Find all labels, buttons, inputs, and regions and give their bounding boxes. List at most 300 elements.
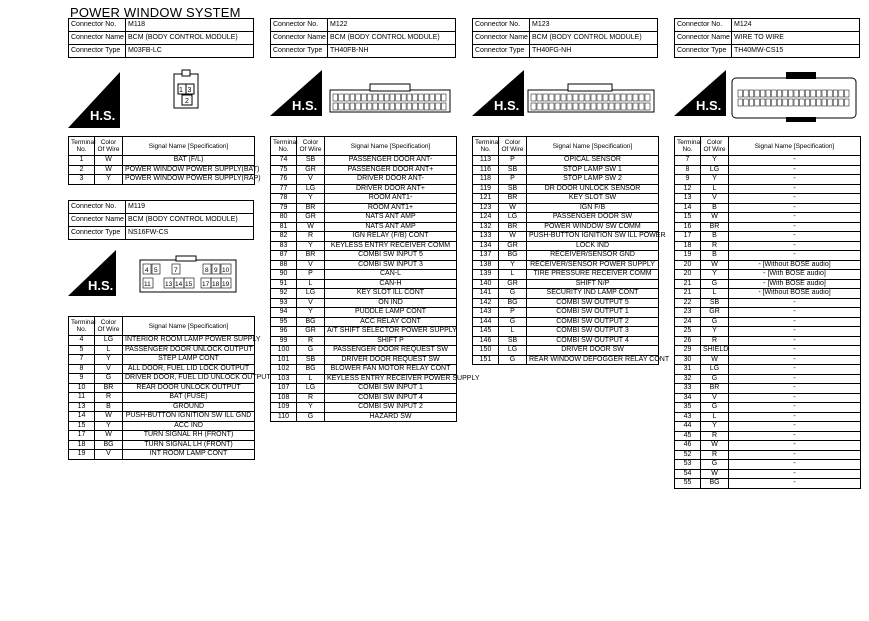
table-row (271, 355, 457, 365)
wire-color-cell: W (499, 203, 527, 213)
terminal-cell: 74 (271, 156, 297, 166)
signal-name-cell: IGN RELAY (F/B) CONT (325, 232, 457, 242)
wire-color-cell: V (95, 450, 123, 460)
wire-color-cell: R (701, 241, 729, 251)
terminal-cell: 103 (271, 374, 297, 384)
table-row (271, 393, 457, 403)
table-row (675, 184, 861, 194)
wire-color-cell: L (95, 345, 123, 355)
table-header (69, 317, 255, 336)
terminal-cell: 21 (675, 279, 701, 289)
terminal-table-m119 (68, 316, 271, 460)
wire-color-cell: R (701, 450, 729, 460)
terminal-cell: 18 (675, 241, 701, 251)
table-row (675, 374, 861, 384)
wire-color-cell: B (701, 203, 729, 213)
table-row (473, 165, 659, 175)
wire-color-cell: V (701, 393, 729, 403)
table-row (271, 270, 457, 280)
wire-color-cell: G (297, 346, 325, 356)
wire-color-cell: LG (297, 289, 325, 299)
signal-name-cell: RECEIVER/SENSOR POWER SUPPLY (527, 260, 659, 270)
wire-color-cell: B (95, 402, 123, 412)
terminal-cell: 8 (675, 165, 701, 175)
table-row (271, 298, 457, 308)
signal-name-cell: COMBI SW INPUT 3 (325, 260, 457, 270)
table-row (675, 336, 861, 346)
terminal-cell: 32 (675, 374, 701, 384)
wire-color-cell: G (499, 289, 527, 299)
wire-color-cell: W (95, 412, 123, 422)
wire-color-cell: R (95, 393, 123, 403)
terminal-cell: 10 (69, 383, 95, 393)
connector-no: M124 (732, 19, 860, 32)
signal-name-cell: ROOM ANT1- (325, 194, 457, 204)
table-row (473, 184, 659, 194)
signal-name-cell: - (729, 374, 861, 384)
terminal-cell: 140 (473, 279, 499, 289)
table-row (675, 279, 861, 289)
signal-name-cell: COMBI SW OUTPUT 4 (527, 336, 659, 346)
signal-name-cell: PUDDLE LAMP CONT (325, 308, 457, 318)
table-row (271, 374, 457, 384)
signal-name-cell: - (729, 384, 861, 394)
wire-color-cell: V (297, 260, 325, 270)
table-row (473, 327, 659, 337)
table-row (271, 184, 457, 194)
wire-color-cell: Y (297, 241, 325, 251)
signal-name-cell: ACC IND (123, 421, 255, 431)
table-row (675, 203, 861, 213)
wire-color-cell: BR (297, 251, 325, 261)
terminal-cell: 43 (675, 412, 701, 422)
wire-color-cell: Y (297, 308, 325, 318)
table-row (271, 308, 457, 318)
signal-name-cell: PASSENGER DOOR ANT+ (325, 165, 457, 175)
wire-color-header: Color Of Wire (499, 137, 527, 156)
terminal-cell: 78 (271, 194, 297, 204)
terminal-cell: 14 (69, 412, 95, 422)
wire-color-header: Color Of Wire (95, 137, 123, 156)
signal-name-cell: COMBI SW OUTPUT 5 (527, 298, 659, 308)
signal-name-cell: - (729, 184, 861, 194)
table-row (473, 156, 659, 166)
wire-color-header: Color Of Wire (297, 137, 325, 156)
signal-name-cell: GROUND (123, 402, 255, 412)
wire-color-cell: L (701, 412, 729, 422)
wire-color-cell: BG (701, 479, 729, 489)
wire-color-cell: BG (297, 365, 325, 375)
signal-name-cell: - [With BOSE audio] (729, 279, 861, 289)
signal-name-cell: INT ROOM LAMP CONT (123, 450, 255, 460)
table-row (271, 175, 457, 185)
signal-name-cell: STOP LAMP SW 1 (527, 165, 659, 175)
terminal-cell: 29 (675, 346, 701, 356)
terminal-cell: 54 (675, 469, 701, 479)
signal-name-cell: BLOWER FAN MOTOR RELAY CONT (325, 365, 457, 375)
wire-color-cell: SB (499, 184, 527, 194)
wire-color-cell: Y (701, 175, 729, 185)
table-row (69, 165, 255, 175)
terminal-cell: 18 (69, 440, 95, 450)
terminal-cell: 91 (271, 279, 297, 289)
connector-info-m122: Connector No. M122 Connector Name BCM (BODY CONTROL MODULE) Connector Type TH40FB-NH (270, 18, 456, 58)
signal-name-cell: PUSH-BUTTON IGNITION SW ILL POWER (527, 232, 659, 242)
hs-connector-icon-m123 (472, 68, 658, 128)
terminal-cell: 90 (271, 270, 297, 280)
table-row (675, 232, 861, 242)
signal-name-cell: COMBI SW INPUT 1 (325, 384, 457, 394)
svg-text:15: 15 (185, 281, 193, 288)
terminal-cell: 30 (675, 355, 701, 365)
terminal-cell: 139 (473, 270, 499, 280)
signal-name-cell: - (729, 251, 861, 261)
signal-name-cell: KEY SLOT ILL CONT (325, 289, 457, 299)
table-row (473, 175, 659, 185)
table-row (675, 298, 861, 308)
signal-name-cell: - [With BOSE audio] (729, 270, 861, 280)
table-row (271, 203, 457, 213)
wire-color-cell: BR (701, 222, 729, 232)
table-row (69, 374, 255, 384)
signal-name-header: Signal Name [Specification] (527, 137, 659, 156)
table-row (675, 403, 861, 413)
hs-connector-icon-m122 (270, 68, 456, 128)
wire-color-cell: B (701, 232, 729, 242)
table-row (675, 308, 861, 318)
terminal-cell: 34 (675, 393, 701, 403)
signal-name-cell: - (729, 317, 861, 327)
signal-name-cell: ROOM ANT1+ (325, 203, 457, 213)
signal-name-cell: - (729, 393, 861, 403)
signal-name-cell: - (729, 308, 861, 318)
terminal-cell: 83 (271, 241, 297, 251)
terminal-cell: 19 (675, 251, 701, 261)
wire-color-cell: P (499, 308, 527, 318)
table-row (271, 241, 457, 251)
svg-text:7: 7 (174, 267, 178, 274)
table-row (271, 165, 457, 175)
signal-name-cell: COMBI SW OUTPUT 2 (527, 317, 659, 327)
table-row (675, 327, 861, 337)
terminal-cell: 20 (675, 270, 701, 280)
wire-color-cell: W (95, 156, 123, 166)
connector-type: TH40MW-CS15 (732, 45, 860, 58)
wire-color-cell: R (701, 431, 729, 441)
signal-name-cell: PUSH-BUTTON IGNITION SW ILL GND (123, 412, 255, 422)
signal-name-cell: ALL DOOR, FUEL LID LOCK OUTPUT (123, 364, 255, 374)
terminal-cell: 33 (675, 384, 701, 394)
hs-connector-icon-m118 (68, 68, 208, 128)
connector-type: M03FB-LC (126, 45, 254, 58)
terminal-cell: 31 (675, 365, 701, 375)
table-row (69, 175, 255, 185)
terminal-cell: 99 (271, 336, 297, 346)
terminal-cell: 134 (473, 241, 499, 251)
connector-no: M118 (126, 19, 254, 32)
wire-color-cell: P (499, 175, 527, 185)
wire-color-cell: GR (499, 241, 527, 251)
signal-name-cell: DRIVER DOOR SW (527, 346, 659, 356)
table-row (473, 355, 659, 365)
terminal-cell: 113 (473, 156, 499, 166)
table-row (675, 422, 861, 432)
terminal-cell: 19 (69, 450, 95, 460)
signal-name-cell: ON IND (325, 298, 457, 308)
table-header (69, 137, 255, 156)
table-row (69, 402, 255, 412)
signal-name-cell: INTERIOR ROOM LAMP POWER SUPPLY (123, 336, 255, 346)
terminal-cell: 9 (675, 175, 701, 185)
terminal-cell: 13 (69, 402, 95, 412)
wire-color-cell: W (701, 441, 729, 451)
wire-color-cell: B (701, 251, 729, 261)
wire-color-cell: L (499, 327, 527, 337)
terminal-cell: 92 (271, 289, 297, 299)
terminal-cell: 95 (271, 317, 297, 327)
terminal-cell: 53 (675, 460, 701, 470)
connector-info-m119: Connector No. M119 Connector Name BCM (BODY CONTROL MODULE) Connector Type NS16FW-CS (68, 200, 254, 240)
signal-name-cell: - (729, 450, 861, 460)
signal-name-header: Signal Name [Specification] (325, 137, 457, 156)
terminal-cell: 108 (271, 393, 297, 403)
terminal-cell: 137 (473, 251, 499, 261)
table-row (675, 441, 861, 451)
wire-color-cell: BR (297, 203, 325, 213)
terminal-cell: 5 (69, 345, 95, 355)
table-row (675, 289, 861, 299)
signal-name-cell: REAR WINDOW DEFOGGER RELAY CONT (527, 355, 659, 365)
terminal-cell: 15 (675, 213, 701, 223)
table-row (271, 222, 457, 232)
terminal-cell: 151 (473, 355, 499, 365)
table-row (675, 450, 861, 460)
terminal-cell: 77 (271, 184, 297, 194)
terminal-cell: 82 (271, 232, 297, 242)
table-row (69, 355, 255, 365)
wire-color-cell: GR (499, 279, 527, 289)
terminal-cell: 15 (69, 421, 95, 431)
wire-color-cell: SHIELD (701, 346, 729, 356)
wire-color-cell: Y (95, 355, 123, 365)
signal-name-cell: PASSENGER DOOR UNLOCK OUTPUT (123, 345, 255, 355)
wire-color-cell: G (701, 279, 729, 289)
signal-name-cell: COMBI SW INPUT 4 (325, 393, 457, 403)
table-row (69, 421, 255, 431)
terminal-no-header: Terminal No. (473, 137, 499, 156)
wire-color-cell: Y (701, 422, 729, 432)
page-title: POWER WINDOW SYSTEM (70, 5, 241, 20)
signal-name-cell: - (729, 156, 861, 166)
wire-color-cell: SB (297, 156, 325, 166)
terminal-cell: 143 (473, 308, 499, 318)
terminal-cell: 3 (69, 175, 95, 185)
svg-text:11: 11 (144, 281, 151, 288)
table-row (473, 232, 659, 242)
svg-text:10: 10 (222, 267, 230, 274)
svg-text:H.S.: H.S. (88, 278, 114, 293)
wire-color-cell: Y (297, 194, 325, 204)
wire-color-cell: V (297, 175, 325, 185)
signal-name-cell: - (729, 203, 861, 213)
table-row (675, 251, 861, 261)
signal-name-cell: - (729, 175, 861, 185)
signal-name-cell: STEP LAMP CONT (123, 355, 255, 365)
signal-name-cell: POWER WINDOW SW COMM (527, 222, 659, 232)
signal-name-cell: COMBI SW OUTPUT 3 (527, 327, 659, 337)
table-row (675, 213, 861, 223)
signal-name-cell: COMBI SW INPUT 2 (325, 403, 457, 413)
signal-name-cell: - (729, 194, 861, 204)
wire-color-cell: Y (701, 327, 729, 337)
table-row (271, 403, 457, 413)
table-row (473, 270, 659, 280)
table-row (69, 431, 255, 441)
terminal-cell: 22 (675, 298, 701, 308)
terminal-cell: 138 (473, 260, 499, 270)
signal-name-cell: DRIVER DOOR REQUEST SW (325, 355, 457, 365)
wire-color-cell: G (701, 374, 729, 384)
terminal-no-header: Terminal No. (69, 317, 95, 336)
terminal-cell: 13 (675, 194, 701, 204)
table-row (271, 317, 457, 327)
terminal-cell: 25 (675, 327, 701, 337)
wire-color-cell: LG (701, 365, 729, 375)
terminal-cell: 94 (271, 308, 297, 318)
connector-no: M123 (530, 19, 658, 32)
signal-name-cell: SHIFT P (325, 336, 457, 346)
terminal-cell: 26 (675, 336, 701, 346)
table-row (271, 412, 457, 422)
wire-color-cell: GR (297, 327, 325, 337)
signal-name-cell: - (729, 213, 861, 223)
terminal-cell: 17 (675, 232, 701, 242)
svg-text:H.S.: H.S. (494, 98, 520, 113)
table-row (675, 469, 861, 479)
wire-color-cell: W (701, 213, 729, 223)
signal-name-cell: - (729, 232, 861, 242)
svg-text:5: 5 (154, 267, 158, 274)
terminal-cell: 102 (271, 365, 297, 375)
terminal-cell: 76 (271, 175, 297, 185)
terminal-cell: 21 (675, 289, 701, 299)
wire-color-cell: W (701, 260, 729, 270)
signal-name-cell: BAT (F/L) (123, 156, 255, 166)
terminal-cell: 7 (69, 355, 95, 365)
table-row (675, 270, 861, 280)
signal-name-cell: A/T SHIFT SELECTOR POWER SUPPLY (325, 327, 457, 337)
table-row (271, 365, 457, 375)
signal-name-cell: REAR DOOR UNLOCK OUTPUT (123, 383, 255, 393)
wire-color-cell: W (701, 355, 729, 365)
connector-name: BCM (BODY CONTROL MODULE) (126, 32, 254, 45)
signal-name-cell: - (729, 479, 861, 489)
signal-name-cell: COMBI SW INPUT 5 (325, 251, 457, 261)
terminal-cell: 100 (271, 346, 297, 356)
wire-color-cell: V (297, 298, 325, 308)
wire-color-cell: Y (701, 156, 729, 166)
table-row (675, 317, 861, 327)
terminal-no-header: Terminal No. (271, 137, 297, 156)
wire-color-cell: P (297, 270, 325, 280)
terminal-cell: 9 (69, 374, 95, 384)
wire-color-cell: SB (499, 165, 527, 175)
wire-color-cell: R (297, 393, 325, 403)
signal-name-cell: RECEIVER/SENSOR GND (527, 251, 659, 261)
svg-text:17: 17 (202, 281, 210, 288)
terminal-cell: 88 (271, 260, 297, 270)
signal-name-cell: - (729, 441, 861, 451)
wire-color-cell: SB (297, 355, 325, 365)
terminal-cell: 55 (675, 479, 701, 489)
signal-name-header: Signal Name [Specification] (729, 137, 861, 156)
signal-name-cell: DRIVER DOOR, FUEL LID UNLOCK OUTPUT (123, 374, 255, 384)
svg-text:18: 18 (212, 281, 220, 288)
wire-color-cell: G (701, 317, 729, 327)
wire-color-cell: LG (701, 165, 729, 175)
signal-name-cell: SHIFT N/P (527, 279, 659, 289)
wire-color-cell: BR (499, 194, 527, 204)
signal-name-cell: POWER WINDOW POWER SUPPLY(RAP) (123, 175, 255, 185)
signal-name-cell: - (729, 469, 861, 479)
wire-color-cell: G (499, 317, 527, 327)
signal-name-cell: - [Without BOSE audio] (729, 289, 861, 299)
wire-color-cell: LG (297, 384, 325, 394)
terminal-cell: 16 (675, 222, 701, 232)
terminal-table-m124 (674, 136, 861, 489)
wire-color-cell: Y (95, 421, 123, 431)
signal-name-cell: - (729, 327, 861, 337)
signal-name-cell: - (729, 431, 861, 441)
terminal-cell: 142 (473, 298, 499, 308)
terminal-cell: 75 (271, 165, 297, 175)
table-row (473, 308, 659, 318)
wire-color-cell: L (297, 279, 325, 289)
wire-color-cell: L (499, 270, 527, 280)
hs-connector-icon-m119 (68, 248, 258, 300)
signal-name-cell: DRIVER DOOR ANT+ (325, 184, 457, 194)
table-row (271, 260, 457, 270)
wire-color-cell: Y (95, 175, 123, 185)
table-row (271, 213, 457, 223)
wire-color-cell: GR (297, 213, 325, 223)
terminal-cell: 11 (69, 393, 95, 403)
terminal-cell: 146 (473, 336, 499, 346)
table-row (675, 175, 861, 185)
terminal-cell: 52 (675, 450, 701, 460)
wire-color-cell: BG (297, 317, 325, 327)
svg-text:8: 8 (205, 267, 209, 274)
svg-text:2: 2 (185, 98, 189, 105)
wire-color-cell: BG (95, 440, 123, 450)
wire-color-cell: BR (499, 222, 527, 232)
wire-color-cell: G (499, 355, 527, 365)
terminal-cell: 24 (675, 317, 701, 327)
table-row (675, 346, 861, 356)
terminal-cell: 123 (473, 203, 499, 213)
wire-color-cell: G (95, 374, 123, 384)
signal-name-header: Signal Name [Specification] (123, 317, 255, 336)
connector-type: TH40FB-NH (328, 45, 456, 58)
terminal-cell: 101 (271, 355, 297, 365)
svg-text:H.S.: H.S. (90, 108, 116, 123)
terminal-table-m122 (270, 136, 480, 422)
table-row (271, 156, 457, 166)
signal-name-cell: - (729, 412, 861, 422)
terminal-cell: 80 (271, 213, 297, 223)
terminal-cell: 46 (675, 441, 701, 451)
table-row (271, 232, 457, 242)
